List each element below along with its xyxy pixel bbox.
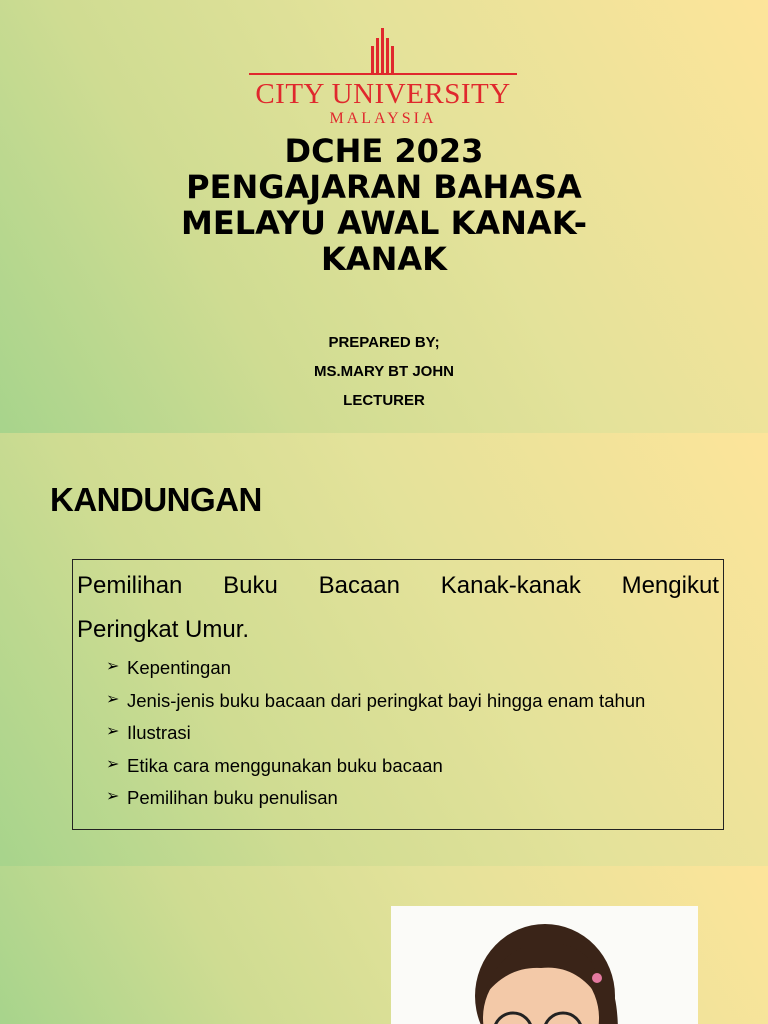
contents-lead-line1 [77,572,719,600]
girl-illustration [391,906,698,1024]
list-item: ➢ Ilustrasi [106,722,191,743]
girl-with-glasses-photo [391,906,698,1024]
lead-word: Bacaan [318,572,400,599]
prepared-by-block [184,328,584,415]
prepared-by-label: PREPARED BY; [328,334,440,351]
arrow-bullet-icon: ➢ [106,723,120,740]
logo-subtitle: MALAYSIA [329,110,437,127]
logo-name: CITY UNIVERSITY [255,78,511,110]
city-university-logo [249,28,517,132]
arrow-bullet-icon: ➢ [106,658,120,675]
arrow-bullet-icon: ➢ [106,755,120,773]
slide-title-text [120,133,648,277]
title-line: KANAK [321,240,447,278]
author-role: LECTURER [343,392,425,409]
arrow-bullet-icon: ➢ [106,788,120,805]
title-line: PENGAJARAN BAHASA [186,168,582,206]
lead-word: Pemilihan [77,572,183,599]
slide-contents [0,433,768,866]
list-item: ➢ Etika cara menggunakan buku bacaan [106,754,443,776]
contents-lead-line2: Peringkat Umur. [77,616,250,643]
title-line: MELAYU AWAL KANAK- [181,204,587,242]
tower-icon [249,28,517,80]
slide-image [0,866,768,1024]
list-item: ➢ Pemilihan buku penulisan [106,787,338,808]
lead-word: Kanak-kanak [440,572,581,599]
list-item: ➢ Jenis-jenis buku bacaan dari peringkat bayi hingga enam tahun [106,689,646,711]
contents-heading: KANDUNGAN [50,481,262,518]
lead-word: Buku [223,572,278,599]
contents-box [72,559,724,830]
author-name: MS.MARY BT JOHN [313,363,454,380]
lead-word: Mengikut [621,572,719,599]
contents-bullet-list [106,657,645,820]
title-line: DCHE 2023 [284,132,484,170]
list-item: ➢ Kepentingan [106,657,231,678]
arrow-bullet-icon: ➢ [106,690,120,708]
slide-title [0,0,768,433]
